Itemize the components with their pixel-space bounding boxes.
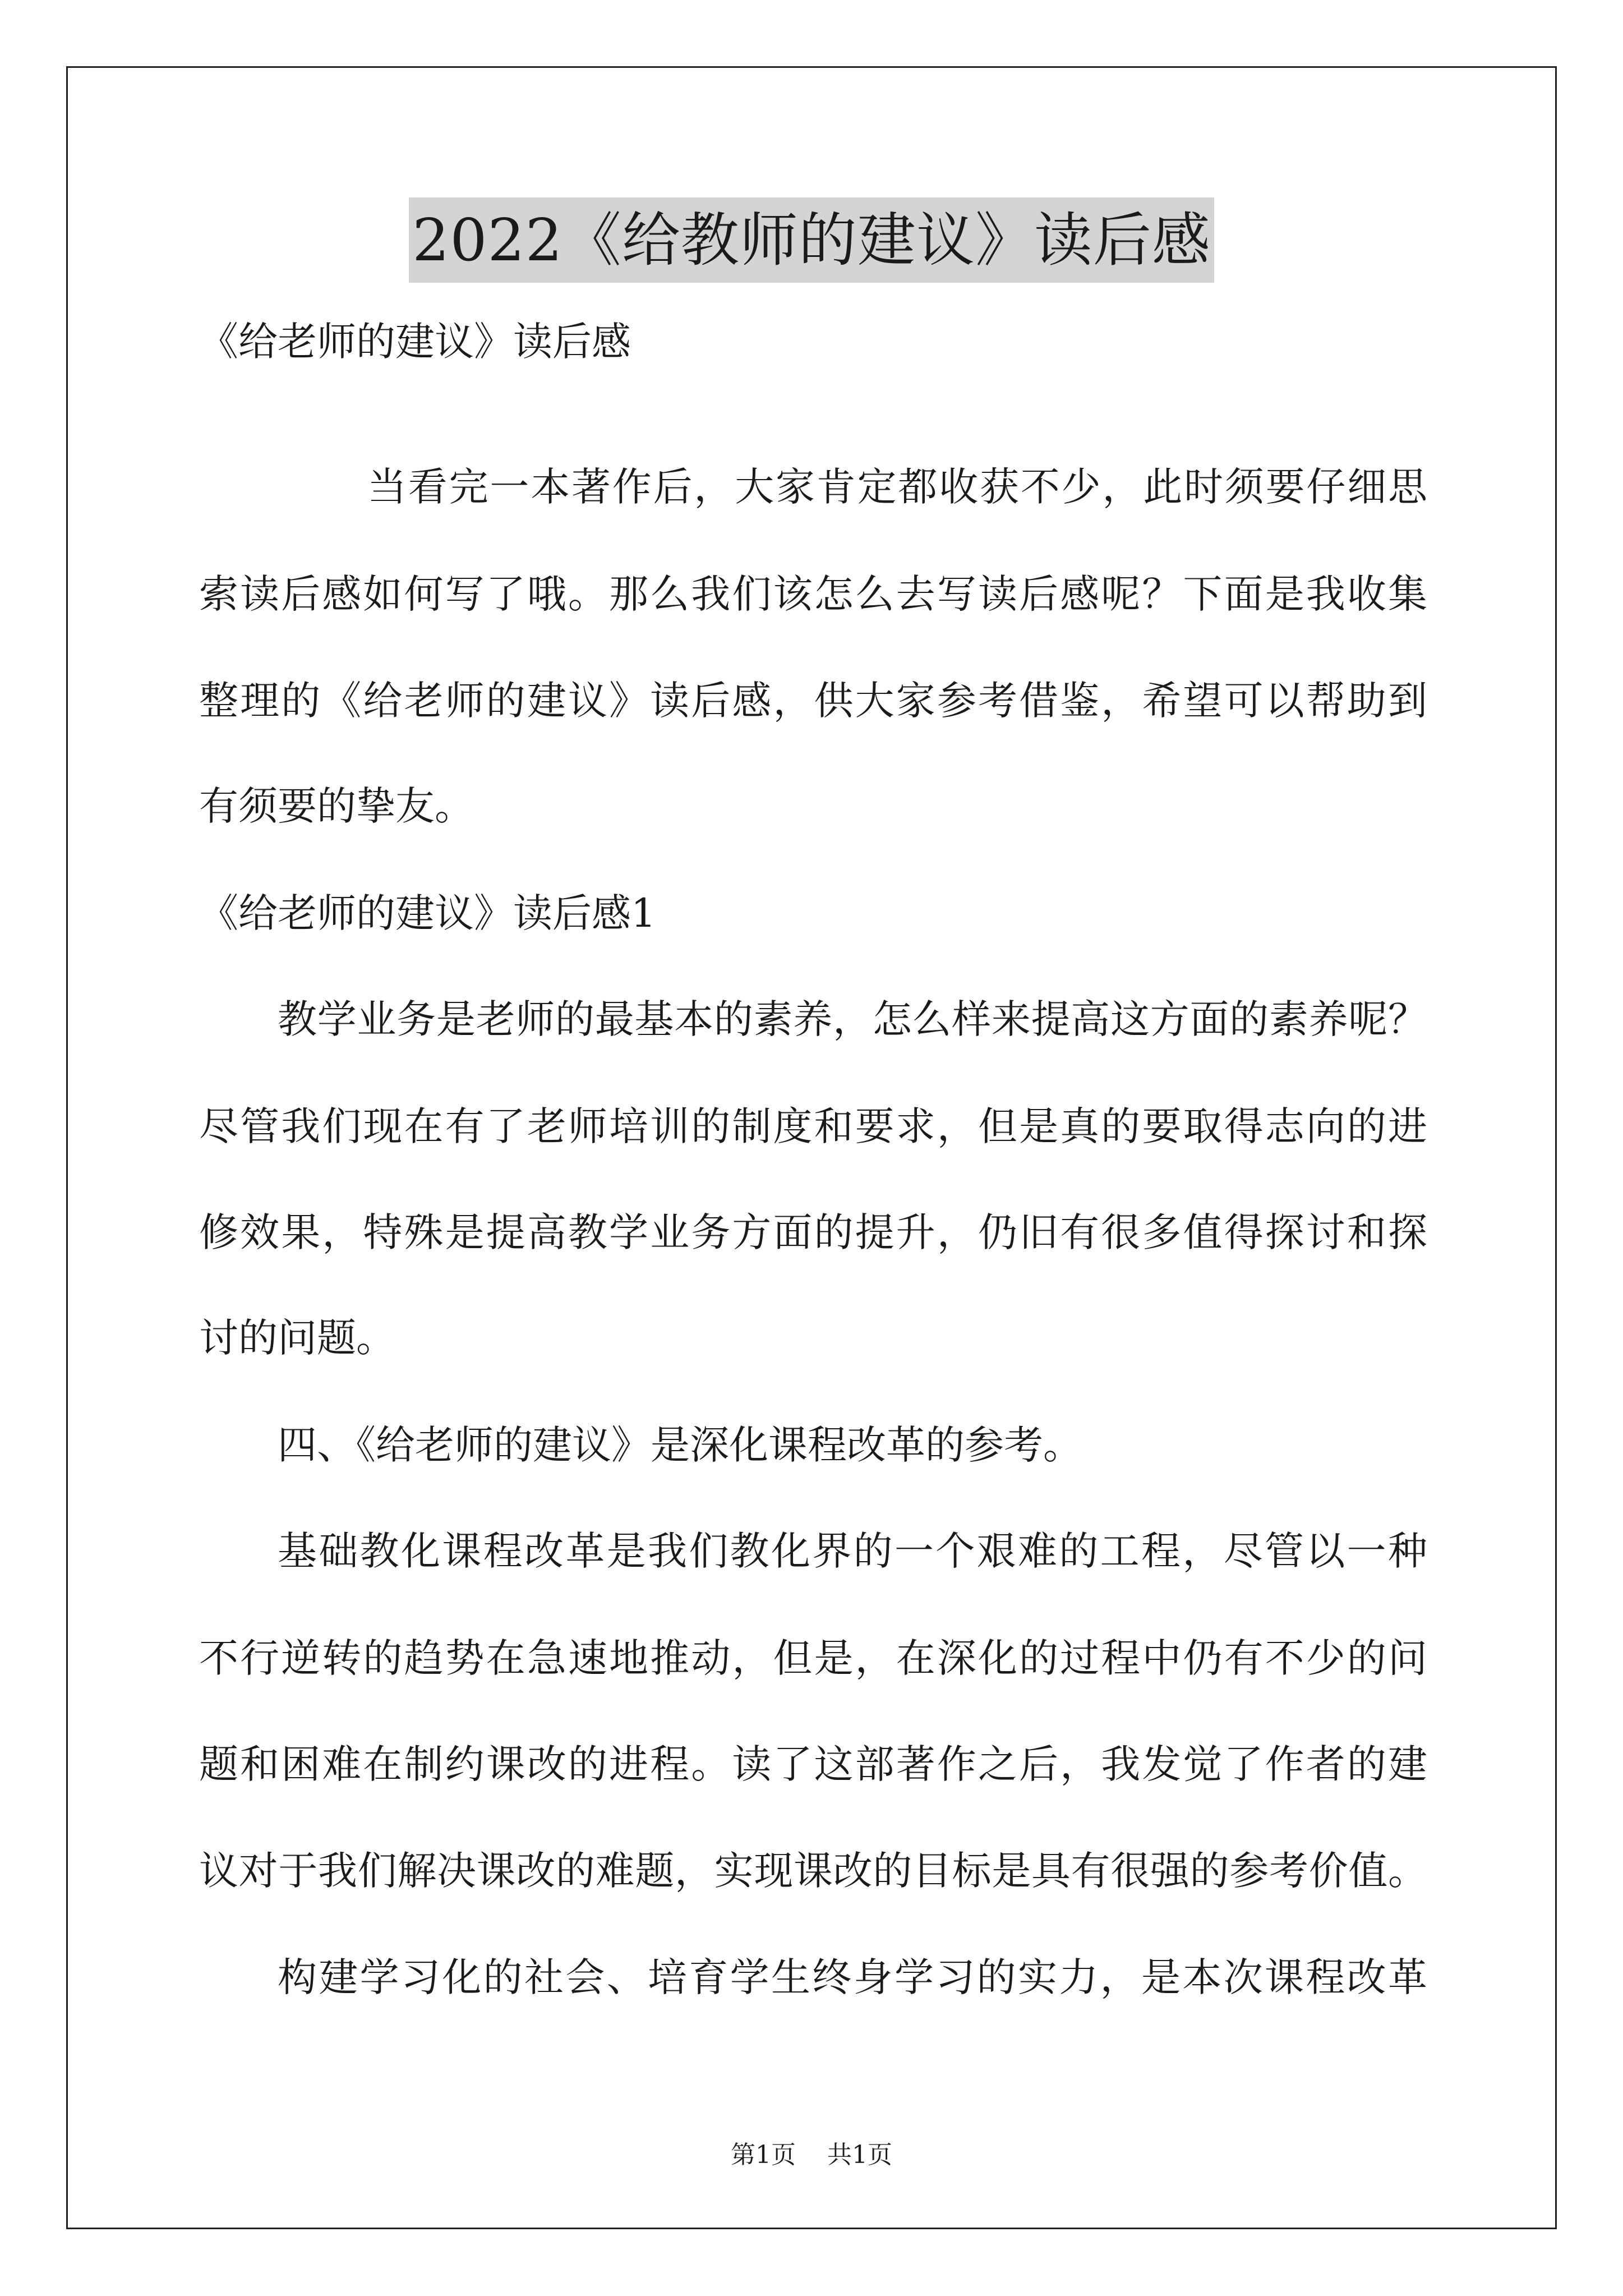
subtitle-line: 《给老师的建议》读后感: [199, 319, 631, 365]
paragraph-line: 索读后感如何写了哦。那么我们该怎么去写读后感呢？下面是我收集: [199, 571, 1427, 617]
title-container: [0, 197, 1623, 283]
paragraph-line: 修效果，特殊是提高教学业务方面的提升，仍旧有很多值得探讨和探: [199, 1209, 1427, 1255]
section-heading: 《给老师的建议》读后感1: [199, 890, 656, 936]
paragraph-line: 尽管我们现在有了老师培训的制度和要求，但是真的要取得志向的进: [199, 1103, 1427, 1149]
page-number-total: 共1页: [827, 2141, 892, 2169]
paragraph-line: 题和困难在制约课改的进程。读了这部著作之后，我发觉了作者的建: [199, 1741, 1427, 1787]
page-number-current: 第1页: [731, 2141, 796, 2169]
paragraph-line: 构建学习化的社会、培育学生终身学习的实力，是本次课程改革: [278, 1954, 1427, 2000]
paragraph-line: 四、《给老师的建议》是深化课程改革的参考。: [278, 1422, 1082, 1468]
page-title: 2022《给教师的建议》读后感: [409, 197, 1214, 283]
paragraph-line: 不行逆转的趋势在急速地推动，但是，在深化的过程中仍有不少的问: [199, 1635, 1427, 1681]
page-footer: [0, 2138, 1623, 2172]
paragraph-line: 有须要的挚友。: [199, 783, 474, 829]
paragraph-line: 讨的问题。: [199, 1315, 395, 1361]
paragraph-line: 教学业务是老师的最基本的素养，怎么样来提高这方面的素养呢？: [278, 996, 1427, 1042]
paragraph-line: 基础教化课程改革是我们教化界的一个艰难的工程，尽管以一种: [278, 1528, 1427, 1574]
paragraph-line: 议对于我们解决课改的难题，实现课改的目标是具有很强的参考价值。: [199, 1848, 1427, 1894]
paragraph-line: 当看完一本著作后，大家肯定都收获不少，此时须要仔细思: [367, 464, 1427, 510]
paragraph-line: 整理的《给老师的建议》读后感，供大家参考借鉴，希望可以帮助到: [199, 678, 1427, 724]
